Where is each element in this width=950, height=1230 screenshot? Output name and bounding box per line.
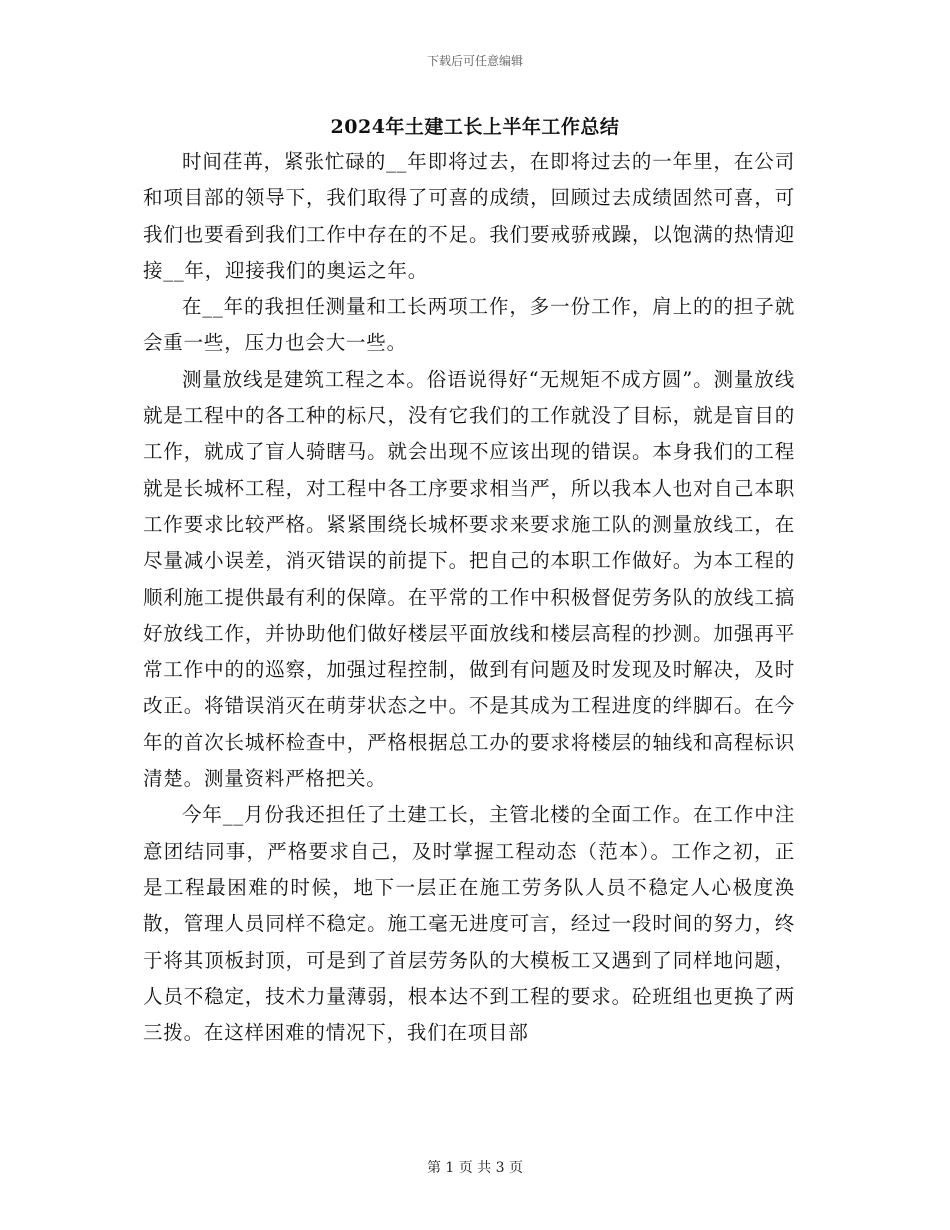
paragraph-3: 测量放线是建筑工程之本。俗语说得好“无规矩不成方圆”。测量放线就是工程中的各工种的标尺，没有它我们的工作就没了目标，就是盲目的工作，就成了盲人骑瞎马。就会出现不应该出现的错误。本身我们的工程就是长城杯工程，对工程中各工序要求相当严，所以我本人也对自己本职工作要求比较严格。紧紧围绕长城杯要求来要求施工队的测量放线工，在尽量减小误差，消灭错误的前提下。把自己的本职工作做好。为本工程的顺利施工提供最有利的保障。在平常的工作中积极督促劳务队的放线工搞好放线工作，并协助他们做好楼层平面放线和楼层高程的抄测。加强再平常工作中的的巡察，加强过程控制，做到有问题及时发现及时解决，及时改正。将错误消灭在萌芽状态之中。不是其成为工程进度的绊脚石。在今年的首次长城杯检查中，严格根据总工办的要求将楼层的轴线和高程标识清楚。测量资料严格把关。 (143, 367, 795, 791)
document-title: 2024年土建工长上半年工作总结 (330, 116, 620, 138)
document-body (143, 144, 795, 1051)
page-header-note: 下载后可任意编辑 (426, 54, 523, 68)
paragraph-1: 时间荏苒，紧张忙碌的__年即将过去，在即将过去的一年里，在公司和项目部的领导下，我们取得了可喜的成绩，回顾过去成绩固然可喜，可我们也要看到我们工作中存在的不足。我们要戒骄戒躁，以饱满的热情迎接__年，迎接我们的奥运之年。 (143, 150, 795, 282)
paragraph-4: 今年__月份我还担任了土建工长，主管北楼的全面工作。在工作中注意团结同事，严格要求自己，及时掌握工程动态（范本）。工作之初，正是工程最困难的时候，地下一层正在施工劳务队人员不稳定人心极度涣散，管理人员同样不稳定。施工毫无进度可言，经过一段时间的努力，终于将其顶板封顶，可是到了首层劳务队的大模板工又遇到了同样地问题，人员不稳定，技术力量薄弱，根本达不到工程的要求。砼班组也更换了两三拨。在这样困难的情况下，我们在项目部 (143, 803, 795, 1045)
page-number-footer: 第 1 页 共 3 页 (426, 1160, 524, 1176)
paragraph-2: 在__年的我担任测量和工长两项工作，多一份工作，肩上的的担子就会重一些，压力也会大一些。 (143, 295, 795, 355)
